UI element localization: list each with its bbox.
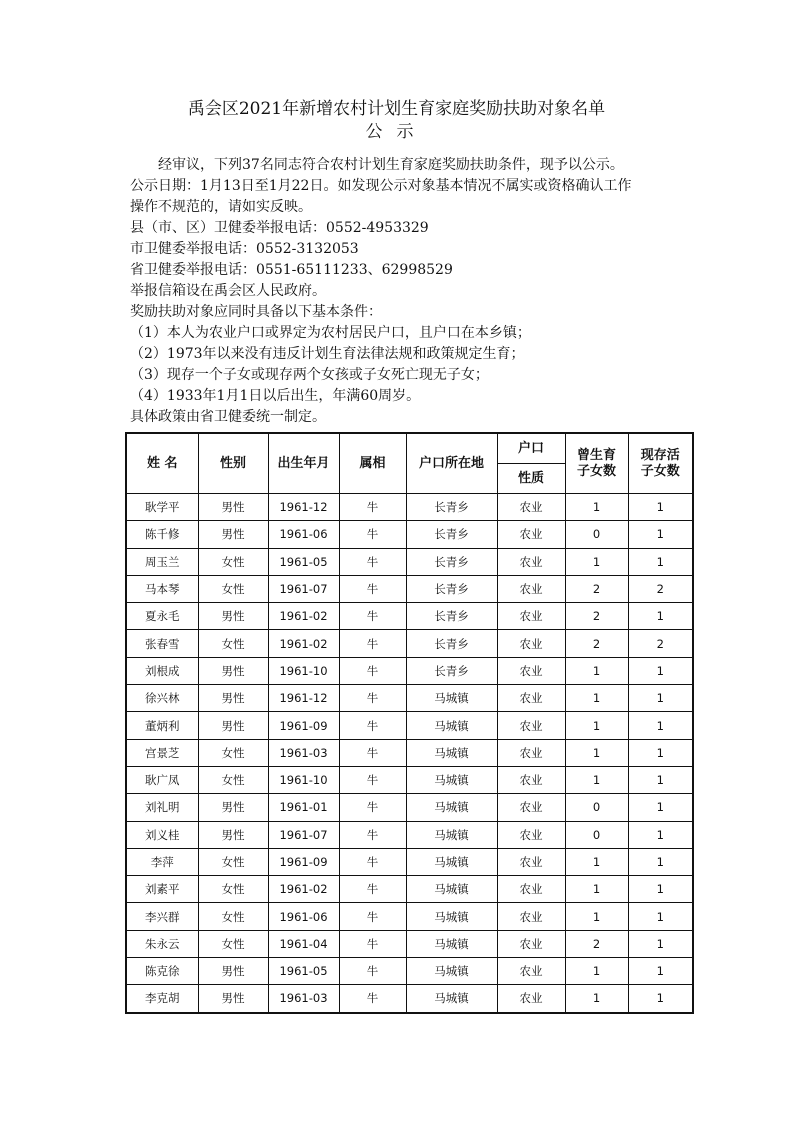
cell-name: 陈克徐 <box>126 958 198 985</box>
cell-ever-born: 2 <box>565 575 628 602</box>
cell-gender: 男性 <box>198 985 268 1013</box>
table-row <box>126 821 693 848</box>
cell-zodiac: 牛 <box>339 930 406 957</box>
cell-name: 陈千修 <box>126 521 198 548</box>
cell-hukou-place: 马城镇 <box>406 876 497 903</box>
cell-gender: 女性 <box>198 630 268 657</box>
cell-birth: 1961-04 <box>268 930 339 957</box>
cell-living: 1 <box>628 958 693 985</box>
cell-hukou-type: 农业 <box>497 494 565 521</box>
cell-hukou-place: 长青乡 <box>406 603 497 630</box>
cell-gender: 男性 <box>198 794 268 821</box>
cell-zodiac: 牛 <box>339 657 406 684</box>
cell-hukou-type: 农业 <box>497 685 565 712</box>
cell-zodiac: 牛 <box>339 794 406 821</box>
cell-ever-born: 2 <box>565 630 628 657</box>
cell-gender: 女性 <box>198 766 268 793</box>
cell-name: 宫景芝 <box>126 739 198 766</box>
cell-hukou-place: 马城镇 <box>406 903 497 930</box>
paragraph: 奖励扶助对象应同时具备以下基本条件： <box>130 304 382 320</box>
paragraph: 市卫健委举报电话：0552-3132053 <box>130 241 359 257</box>
cell-hukou-place: 马城镇 <box>406 739 497 766</box>
header-name: 姓 名 <box>126 433 198 494</box>
table-row <box>126 958 693 985</box>
cell-hukou-type: 农业 <box>497 630 565 657</box>
cell-birth: 1961-12 <box>268 685 339 712</box>
table-row <box>126 739 693 766</box>
cell-gender: 男性 <box>198 685 268 712</box>
cell-ever-born: 0 <box>565 521 628 548</box>
cell-zodiac: 牛 <box>339 685 406 712</box>
cell-birth: 1961-07 <box>268 575 339 602</box>
cell-birth: 1961-09 <box>268 712 339 739</box>
cell-ever-born: 1 <box>565 657 628 684</box>
paragraph: 省卫健委举报电话：0551-65111233、62998529 <box>130 262 453 278</box>
cell-living: 1 <box>628 521 693 548</box>
header-gender: 性别 <box>198 433 268 494</box>
cell-birth: 1961-05 <box>268 958 339 985</box>
table-row <box>126 712 693 739</box>
cell-hukou-type: 农业 <box>497 985 565 1013</box>
cell-name: 刘礼明 <box>126 794 198 821</box>
cell-ever-born: 2 <box>565 930 628 957</box>
table-row <box>126 848 693 875</box>
cell-zodiac: 牛 <box>339 958 406 985</box>
table-row <box>126 548 693 575</box>
cell-hukou-place: 马城镇 <box>406 794 497 821</box>
cell-hukou-place: 马城镇 <box>406 985 497 1013</box>
cell-name: 徐兴林 <box>126 685 198 712</box>
cell-living: 1 <box>628 930 693 957</box>
cell-name: 耿广凤 <box>126 766 198 793</box>
cell-gender: 男性 <box>198 712 268 739</box>
cell-living: 1 <box>628 548 693 575</box>
cell-ever-born: 0 <box>565 794 628 821</box>
cell-ever-born: 1 <box>565 985 628 1013</box>
paragraph: 经审议，下列37名同志符合农村计划生育家庭奖励扶助条件，现予以公示。 <box>158 157 624 173</box>
cell-gender: 女性 <box>198 930 268 957</box>
table-row <box>126 985 693 1013</box>
header-ever-born: 曾生育 子女数 <box>565 433 628 494</box>
cell-hukou-place: 长青乡 <box>406 575 497 602</box>
cell-living: 1 <box>628 657 693 684</box>
table-row <box>126 521 693 548</box>
cell-birth: 1961-10 <box>268 766 339 793</box>
cell-ever-born: 1 <box>565 494 628 521</box>
cell-birth: 1961-09 <box>268 848 339 875</box>
cell-hukou-type: 农业 <box>497 521 565 548</box>
cell-name: 刘素平 <box>126 876 198 903</box>
cell-hukou-place: 长青乡 <box>406 657 497 684</box>
cell-hukou-place: 长青乡 <box>406 521 497 548</box>
cell-hukou-type: 农业 <box>497 876 565 903</box>
header-zodiac: 属相 <box>339 433 406 494</box>
cell-living: 1 <box>628 739 693 766</box>
cell-hukou-type: 农业 <box>497 903 565 930</box>
cell-ever-born: 1 <box>565 766 628 793</box>
cell-zodiac: 牛 <box>339 603 406 630</box>
cell-living: 1 <box>628 794 693 821</box>
cell-birth: 1961-10 <box>268 657 339 684</box>
cell-zodiac: 牛 <box>339 739 406 766</box>
cell-name: 耿学平 <box>126 494 198 521</box>
cell-hukou-type: 农业 <box>497 821 565 848</box>
cell-gender: 女性 <box>198 575 268 602</box>
cell-name: 李克胡 <box>126 985 198 1013</box>
cell-hukou-type: 农业 <box>497 657 565 684</box>
header-living: 现存活 子女数 <box>628 433 693 494</box>
cell-birth: 1961-12 <box>268 494 339 521</box>
cell-zodiac: 牛 <box>339 712 406 739</box>
cell-zodiac: 牛 <box>339 521 406 548</box>
cell-living: 1 <box>628 876 693 903</box>
cell-hukou-type: 农业 <box>497 848 565 875</box>
cell-ever-born: 1 <box>565 548 628 575</box>
cell-zodiac: 牛 <box>339 494 406 521</box>
cell-ever-born: 1 <box>565 848 628 875</box>
cell-birth: 1961-06 <box>268 521 339 548</box>
cell-hukou-type: 农业 <box>497 794 565 821</box>
cell-hukou-place: 马城镇 <box>406 930 497 957</box>
cell-hukou-place: 马城镇 <box>406 821 497 848</box>
cell-gender: 女性 <box>198 848 268 875</box>
table-body <box>126 494 693 1013</box>
cell-living: 1 <box>628 685 693 712</box>
cell-gender: 男性 <box>198 958 268 985</box>
cell-zodiac: 牛 <box>339 985 406 1013</box>
cell-living: 1 <box>628 848 693 875</box>
cell-hukou-place: 长青乡 <box>406 548 497 575</box>
paragraph: （1）本人为农业户口或界定为农村居民户口，且户口在本乡镇； <box>130 325 531 341</box>
table-row <box>126 630 693 657</box>
cell-living: 1 <box>628 603 693 630</box>
cell-hukou-type: 农业 <box>497 575 565 602</box>
cell-ever-born: 2 <box>565 603 628 630</box>
cell-gender: 男性 <box>198 657 268 684</box>
table-row <box>126 603 693 630</box>
cell-hukou-place: 长青乡 <box>406 494 497 521</box>
cell-name: 刘根成 <box>126 657 198 684</box>
document-title: 禹会区2021年新增农村计划生育家庭奖励扶助对象名单 <box>187 99 606 119</box>
cell-living: 1 <box>628 494 693 521</box>
cell-hukou-place: 长青乡 <box>406 630 497 657</box>
cell-name: 朱永云 <box>126 930 198 957</box>
cell-ever-born: 1 <box>565 739 628 766</box>
table-row <box>126 930 693 957</box>
header-hukou: 户口 <box>497 433 565 464</box>
cell-name: 周玉兰 <box>126 548 198 575</box>
cell-birth: 1961-02 <box>268 630 339 657</box>
cell-zodiac: 牛 <box>339 903 406 930</box>
cell-living: 1 <box>628 712 693 739</box>
cell-name: 夏永毛 <box>126 603 198 630</box>
cell-name: 李兴群 <box>126 903 198 930</box>
cell-living: 2 <box>628 630 693 657</box>
paragraph: 县（市、区）卫健委举报电话：0552-4953329 <box>130 220 429 236</box>
cell-zodiac: 牛 <box>339 848 406 875</box>
cell-hukou-type: 农业 <box>497 548 565 575</box>
cell-zodiac: 牛 <box>339 630 406 657</box>
paragraph: （4）1933年1月1日以后出生，年满60周岁。 <box>130 388 421 404</box>
cell-living: 1 <box>628 985 693 1013</box>
cell-birth: 1961-03 <box>268 985 339 1013</box>
table-row <box>126 575 693 602</box>
cell-living: 1 <box>628 766 693 793</box>
header-hukou-type: 性质 <box>497 464 565 494</box>
cell-ever-born: 1 <box>565 958 628 985</box>
table-row <box>126 494 693 521</box>
cell-ever-born: 1 <box>565 685 628 712</box>
cell-gender: 女性 <box>198 739 268 766</box>
table-row <box>126 903 693 930</box>
table-row <box>126 876 693 903</box>
cell-hukou-place: 马城镇 <box>406 848 497 875</box>
cell-zodiac: 牛 <box>339 876 406 903</box>
paragraph: 公示日期：1月13日至1月22日。如发现公示对象基本情况不属实或资格确认工作 <box>130 178 632 194</box>
cell-birth: 1961-07 <box>268 821 339 848</box>
cell-ever-born: 0 <box>565 821 628 848</box>
header-hukou-place: 户口所在地 <box>406 433 497 494</box>
cell-living: 1 <box>628 903 693 930</box>
cell-ever-born: 1 <box>565 903 628 930</box>
cell-name: 马本琴 <box>126 575 198 602</box>
cell-birth: 1961-05 <box>268 548 339 575</box>
cell-zodiac: 牛 <box>339 575 406 602</box>
table-row <box>126 685 693 712</box>
cell-hukou-place: 马城镇 <box>406 766 497 793</box>
cell-hukou-type: 农业 <box>497 766 565 793</box>
paragraph: （2）1973年以来没有违反计划生育法律法规和政策规定生育； <box>130 346 525 362</box>
cell-gender: 男性 <box>198 603 268 630</box>
cell-birth: 1961-02 <box>268 603 339 630</box>
cell-gender: 女性 <box>198 548 268 575</box>
cell-ever-born: 1 <box>565 712 628 739</box>
cell-gender: 女性 <box>198 876 268 903</box>
header-birth: 出生年月 <box>268 433 339 494</box>
cell-living: 2 <box>628 575 693 602</box>
paragraph: 举报信箱设在禹会区人民政府。 <box>130 283 326 299</box>
cell-hukou-type: 农业 <box>497 712 565 739</box>
cell-zodiac: 牛 <box>339 821 406 848</box>
cell-zodiac: 牛 <box>339 548 406 575</box>
table-row <box>126 794 693 821</box>
cell-hukou-type: 农业 <box>497 739 565 766</box>
cell-hukou-type: 农业 <box>497 930 565 957</box>
cell-name: 刘义桂 <box>126 821 198 848</box>
cell-birth: 1961-03 <box>268 739 339 766</box>
document-subtitle: 公示 <box>365 122 428 142</box>
cell-living: 1 <box>628 821 693 848</box>
paragraph: （3）现存一个子女或现存两个女孩或子女死亡现无子女； <box>130 367 489 383</box>
cell-hukou-place: 马城镇 <box>406 685 497 712</box>
table-row <box>126 657 693 684</box>
cell-gender: 男性 <box>198 494 268 521</box>
cell-zodiac: 牛 <box>339 766 406 793</box>
cell-hukou-place: 马城镇 <box>406 712 497 739</box>
cell-name: 张春雪 <box>126 630 198 657</box>
cell-hukou-type: 农业 <box>497 603 565 630</box>
paragraph: 具体政策由省卫健委统一制定。 <box>130 409 326 425</box>
cell-ever-born: 1 <box>565 876 628 903</box>
cell-gender: 男性 <box>198 521 268 548</box>
cell-hukou-type: 农业 <box>497 958 565 985</box>
cell-birth: 1961-01 <box>268 794 339 821</box>
notice-body <box>130 155 690 428</box>
cell-birth: 1961-02 <box>268 876 339 903</box>
cell-gender: 男性 <box>198 821 268 848</box>
cell-gender: 女性 <box>198 903 268 930</box>
cell-name: 董炳利 <box>126 712 198 739</box>
recipient-table <box>125 432 694 1014</box>
table-row <box>126 766 693 793</box>
cell-name: 李萍 <box>126 848 198 875</box>
cell-hukou-place: 马城镇 <box>406 958 497 985</box>
cell-birth: 1961-06 <box>268 903 339 930</box>
paragraph: 操作不规范的，请如实反映。 <box>130 199 312 215</box>
